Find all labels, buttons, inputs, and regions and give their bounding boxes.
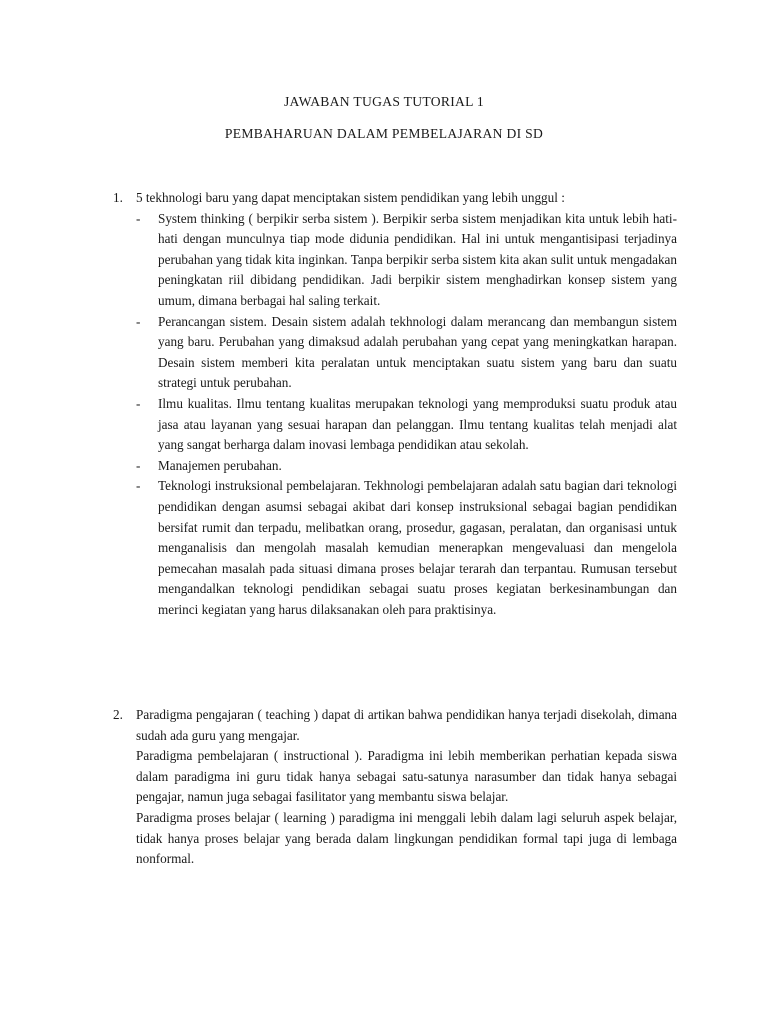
list-item-text: Teknologi instruksional pembelajaran. Tekhnologi pembelajaran adalah satu bagian dari teknologi pendidikan dengan asumsi sebagai akibat dari konsep instruksional sebagai bagian pendidikan bersifat rumit dan terpadu, melibatkan orang, prosedur, gagasan, peralatan, dan organisasi untuk menganalisis dan mengolah masalah kemudian menerapkan mengevaluasi dan mengelola pemecahan masalah pada situasi dimana proses belajar terarah dan terpantau. Rumusan tersebut mengandalkan teknologi pendidikan sebagai suatu proses kegiatan berkesinambungan dan merinci kegiatan yang harus dilaksanakan oleh para praktisinya.: [158, 478, 677, 617]
paragraph-group: [136, 705, 677, 870]
list-item-text: Perancangan sistem. Desain sistem adalah tekhnologi dalam merancang dan membangun sistem yang baru. Perubahan yang dimaksud adalah perubahan yang cepat yang meningkatkan harapan. Desain sistem memberi kita peralatan untuk menciptakan suatu sistem yang baru dan suatu strategi untuk perubahan.: [158, 313, 677, 391]
section-number: 1.: [113, 190, 123, 205]
list-item: [0, 312, 677, 394]
dash-marker: -: [136, 210, 141, 226]
dash-marker: -: [136, 478, 141, 494]
section-number: 2.: [113, 707, 123, 722]
section-heading: 5 tekhnologi baru yang dapat menciptakan sistem pendidikan yang lebih unggul :: [136, 190, 565, 205]
list-item: [0, 209, 677, 312]
paragraph: Paradigma pembelajaran ( instructional ). Paradigma ini lebih memberikan perhatian kepada siswa dalam paradigma ini guru tidak hanya sebagai satu-satunya narasumber dan tidak hanya sebagai pengajar, namun juga sebagai fasilitator yang membantu siswa belajar.: [136, 748, 677, 805]
paragraph: Paradigma pengajaran ( teaching ) dapat di artikan bahwa pendidikan hanya terjadi disekolah, dimana sudah ada guru yang mengajar.: [136, 707, 677, 743]
paragraph: Paradigma proses belajar ( learning ) paradigma ini menggali lebih dalam lagi seluruh aspek belajar, tidak hanya proses belajar yang berada dalam lingkungan pendidikan formal tapi juga di lembaga nonformal.: [136, 809, 677, 867]
list-item: [0, 456, 677, 477]
dash-marker: -: [136, 395, 141, 411]
list-item-text: System thinking ( berpikir serba sistem ). Berpikir serba sistem menjadikan kita untuk lebih hati-hati dengan munculnya tiap mode didunia pendidikan. Hal ini untuk mengantisipasi terjadinya perubahan yang tidak kita inginkan. Tanpa berpikir serba sistem kita akan sulit untuk mengadakan peningkatan riil dibidang pendidikan. Jadi berpikir sistem menghadirkan konsep sistem yang umum, dimana berbagai hal saling terkait.: [158, 210, 677, 308]
list-item-text: Manajemen perubahan.: [158, 457, 282, 473]
document-title: JAWABAN TUGAS TUTORIAL 1: [283, 94, 485, 109]
dash-marker: -: [136, 313, 141, 329]
list-item-text: Ilmu kualitas. Ilmu tentang kualitas merupakan teknologi yang memproduksi suatu produk atau jasa atau layanan yang sesuai harapan dan pelanggan. Ilmu tentang kualitas telah menjadi alat yang sangat berharga dalam inovasi lembaga pendidikan atau sekolah.: [158, 395, 677, 453]
document-subtitle: PEMBAHARUAN DALAM PEMBELAJARAN DI SD: [224, 126, 544, 141]
bullet-list: [0, 209, 768, 621]
list-item: [0, 394, 677, 456]
dash-marker: -: [136, 457, 141, 473]
list-item: [0, 476, 677, 620]
